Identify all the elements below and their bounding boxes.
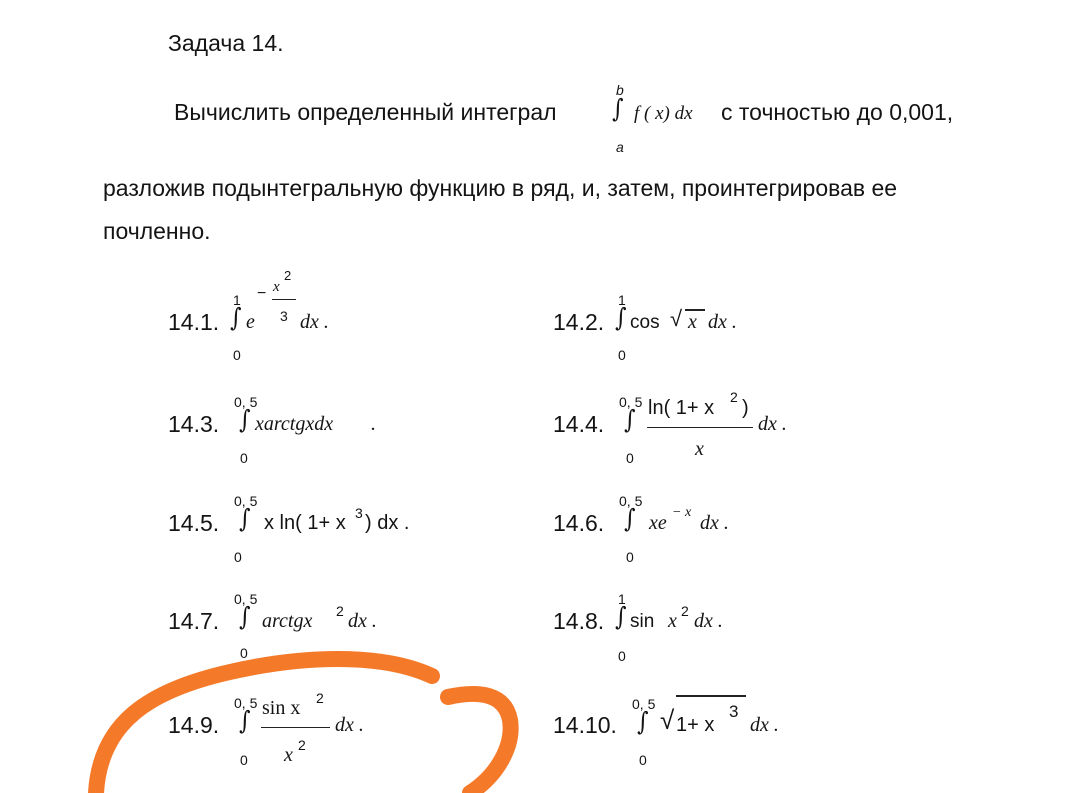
- integral-sign-icon: ∫: [612, 95, 624, 124]
- upper-limit: 1: [618, 591, 626, 607]
- integrand-power: 3: [355, 505, 363, 521]
- radicand-power: 3: [729, 702, 739, 721]
- integral-sign-icon: ∫: [637, 708, 649, 737]
- integral-tail: dx .: [694, 610, 723, 632]
- integrand-function: cos: [630, 312, 660, 333]
- integrand-variable: x: [668, 610, 677, 632]
- radicand: 1+ x: [676, 714, 715, 736]
- intro-line-3: почленно.: [103, 218, 211, 244]
- integral-tail: dx .: [335, 714, 364, 736]
- problem-label: 14.3.: [168, 411, 220, 437]
- radicand: x: [688, 311, 697, 333]
- lower-limit: 0: [626, 450, 634, 466]
- upper-limit: 1: [618, 292, 626, 308]
- integrand-power: − x: [672, 505, 692, 520]
- integral-tail: ) dx .: [365, 512, 410, 534]
- lower-limit: 0: [618, 347, 626, 363]
- lower-limit: 0: [639, 752, 647, 768]
- fraction-denominator: x: [284, 744, 293, 766]
- fraction-bar: [261, 727, 330, 728]
- intro-line-2: разложив подынтегральную функцию в ряд, и, затем, проинтегрировав ее: [103, 175, 898, 201]
- lower-limit: 0: [618, 648, 626, 664]
- integrand: x ln( 1+ x: [264, 512, 346, 534]
- upper-limit: 0, 5: [619, 493, 643, 509]
- lower-limit: 0: [233, 347, 241, 363]
- integral-sign-icon: ∫: [239, 505, 251, 534]
- integral-sign-icon: ∫: [239, 603, 251, 632]
- lower-limit: 0: [626, 549, 634, 565]
- problem-label: 14.6.: [553, 510, 605, 536]
- task-title: Задача 14.: [168, 30, 284, 56]
- intro-integral-expression: f ( x) dx: [634, 103, 693, 124]
- problem-label: 14.1.: [168, 309, 220, 335]
- problem-label: 14.4.: [553, 411, 605, 437]
- integrand: arctgx: [262, 610, 313, 632]
- sqrt-icon: √: [670, 306, 683, 331]
- problem-label: 14.10.: [553, 712, 617, 738]
- problem-label: 14.5.: [168, 510, 220, 536]
- numerator-power: 2: [730, 389, 738, 405]
- lower-limit: 0: [240, 450, 248, 466]
- integral-tail: dx .: [758, 413, 787, 435]
- upper-limit: 0, 5: [632, 696, 656, 712]
- fraction-numerator: sin x: [262, 697, 301, 719]
- integrand: xe: [649, 512, 667, 534]
- integrand-power: 2: [681, 603, 689, 619]
- integral-sign-icon: ∫: [615, 304, 627, 333]
- upper-limit: 0, 5: [234, 591, 258, 607]
- fraction-numerator: ln( 1+ x: [648, 397, 715, 419]
- integral-tail: dx .: [348, 610, 377, 632]
- integrand-base: e: [246, 311, 255, 333]
- intro-upper-limit: b: [616, 82, 624, 98]
- numerator-close: ): [742, 397, 749, 419]
- integrand-power: 2: [336, 603, 344, 619]
- sqrt-bar: [676, 695, 746, 697]
- integrand-function: sin: [630, 611, 655, 632]
- intro-lower-limit: a: [616, 139, 624, 155]
- integral-tail: dx .: [300, 311, 329, 333]
- problem-label: 14.9.: [168, 712, 220, 738]
- upper-limit: 0, 5: [234, 394, 258, 410]
- upper-limit: 1: [233, 292, 241, 308]
- fraction-denominator: x: [695, 438, 704, 460]
- exponent-denominator: 3: [280, 308, 288, 324]
- upper-limit: 0, 5: [234, 493, 258, 509]
- exponent-numerator: x: [273, 279, 280, 295]
- integral-sign-icon: ∫: [230, 304, 242, 333]
- numerator-power: 2: [316, 690, 324, 706]
- integral-tail: .: [371, 413, 376, 435]
- integral-sign-icon: ∫: [239, 406, 251, 435]
- exponent-fraction-bar: [272, 299, 296, 300]
- denominator-power: 2: [298, 737, 306, 753]
- integral-sign-icon: ∫: [239, 707, 251, 736]
- fraction-bar: [647, 427, 753, 428]
- intro-text-after: с точностью до 0,001,: [721, 99, 954, 125]
- integrand: xarctgxdx: [255, 413, 334, 435]
- sqrt-icon: √: [660, 705, 675, 735]
- problem-label: 14.7.: [168, 608, 220, 634]
- upper-limit: 0, 5: [234, 695, 258, 711]
- integral-tail: dx .: [750, 714, 779, 736]
- exponent-sign: −: [257, 285, 267, 302]
- lower-limit: 0: [240, 645, 248, 661]
- integral-tail: dx .: [700, 512, 729, 534]
- integral-sign-icon: ∫: [615, 603, 627, 632]
- intro-text-before: Вычислить определенный интеграл: [174, 99, 557, 125]
- problem-label: 14.2.: [553, 309, 605, 335]
- integral-sign-icon: ∫: [624, 406, 636, 435]
- lower-limit: 0: [240, 752, 248, 768]
- upper-limit: 0, 5: [619, 394, 643, 410]
- integral-tail: dx .: [708, 311, 737, 333]
- lower-limit: 0: [234, 549, 242, 565]
- exponent-numerator-power: 2: [284, 268, 292, 283]
- problem-label: 14.8.: [553, 608, 605, 634]
- integral-sign-icon: ∫: [624, 505, 636, 534]
